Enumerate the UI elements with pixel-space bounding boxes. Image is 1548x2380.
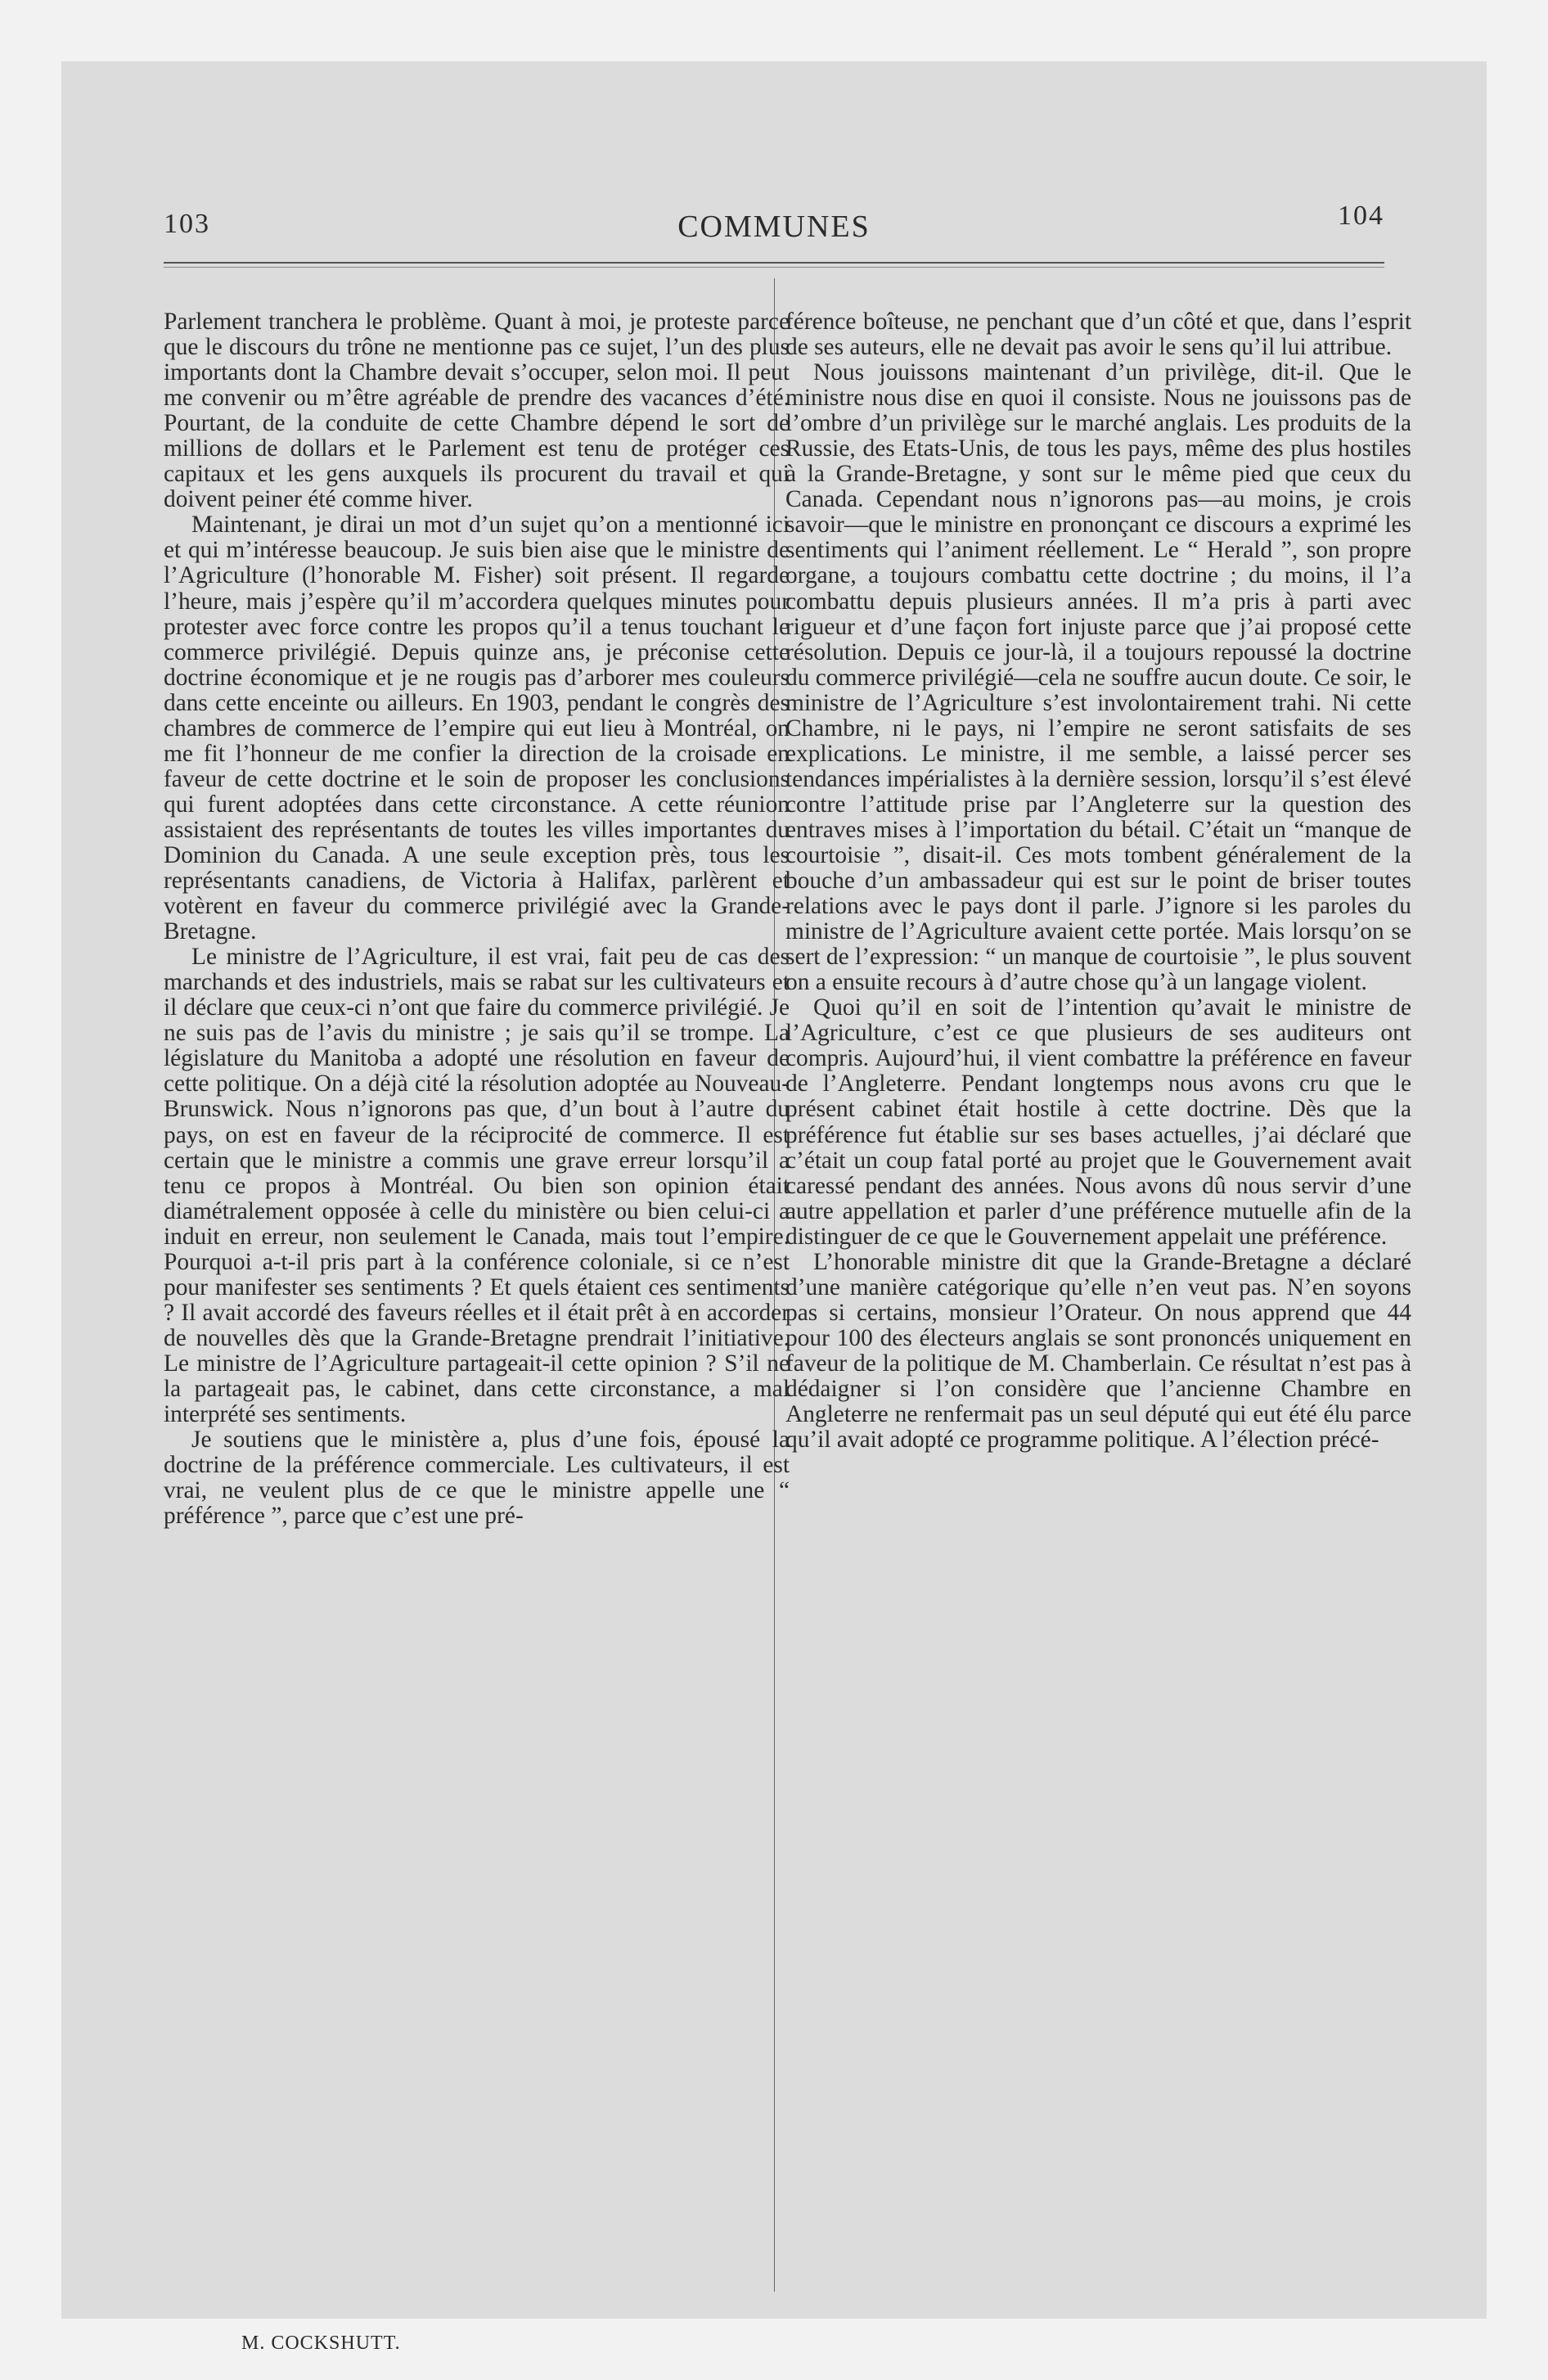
page-header <box>164 201 1384 258</box>
paragraph: Je soutiens que le ministère a, plus d’une fois, épousé la doctrine de la préférence commerciale. Les cultivateurs, il est vrai, ne veulent plus de ce que le ministre appelle une “ préférence ”, parce que c’est une pré- <box>164 1427 790 1530</box>
paragraph: Quoi qu’il en soit de l’intention qu’avait le ministre de l’Agriculture, c’est ce que plusieurs de ses auditeurs ont compris. Aujourd’hui, il vient combattre la préférence en faveur de l’Angleterre. Pendant longtemps nous avons cru que le présent cabinet était hostile à cette doctrine. Dès que la préférence fut établie sur ses bases actuelles, j’ai déclaré que c’était un coup fatal porté au projet que le Gouvernement avait caressé pendant des années. Nous avons dû nous servir d’une autre appellation et parler d’une préférence mutuelle afin de la distinguer de ce que le Gouvernement appelait une préférence. <box>785 994 1411 1250</box>
paragraph: L’honorable ministre dit que la Grande-Bretagne a déclaré d’une manière catégorique qu’elle n’en veut pas. N’en soyons pas si certains, monsieur l’Orateur. On nous apprend que 44 pour 100 des électeurs anglais se sont prononcés uniquement en faveur de la politique de M. Chamberlain. Ce résultat n’est pas à dédaigner si l’on considère que l’ancienne Chambre en Angleterre ne renfermait pas un seul député qui eut été élu parce qu’il avait adopté ce programme politique. A l’élection précé- <box>785 1248 1411 1454</box>
right-column <box>785 309 1411 1453</box>
paragraph: férence boîteuse, ne penchant que d’un côté et que, dans l’esprit de ses auteurs, elle ne devait pas avoir le sens qu’il lui attribue. <box>785 309 1411 361</box>
left-column <box>164 309 790 1529</box>
paragraph: Nous jouissons maintenant d’un privilège, dit-il. Que le ministre nous dise en quoi il consiste. Nous ne jouissons pas de l’ombre d’un privilège sur le marché anglais. Les produits de la Russie, des Etats-Unis, de tous les pays, même des plus hostiles à la Grande-Bretagne, y sont sur le même pied que ceux du Canada. Cependant nous n’ignorons pas—au moins, je crois savoir—que le ministre en prononçant ce discours a exprimé les sentiments qui l’animent réellement. Le “ Herald ”, son propre organe, a toujours combattu cette doctrine ; du moins, il l’a combattu depuis plusieurs années. Il m’a pris à parti avec rigueur et d’une façon fort injuste parce que j’ai proposé cette résolution. Depuis ce jour-là, il a toujours repoussé la doctrine du commerce privilégié—cela ne souffre aucun doute. Ce soir, le ministre de l’Agriculture s’est involontairement trahi. Ni cette Chambre, ni le pays, ni l’empire ne seront satisfaits de ses explications. Le ministre, il me semble, a laissé percer ses tendances impérialistes à la dernière session, lorsqu’il s’est élevé contre l’attitude prise par l’Angleterre sur la question des entraves mises à l’importation du bétail. C’était un “manque de courtoisie ”, disait-il. Ces mots tombent généralement de la bouche d’un ambassadeur qui est sur le point de briser toutes relations avec le pays dont il parle. J’ignore si les paroles du ministre de l’Agriculture avaient cette portée. Mais lorsqu’on se sert de l’expression: “ un manque de courtoisie ”, le plus souvent on a ensuite recours à d’autre chose qu’à un langage violent. <box>785 359 1411 996</box>
speaker-footer: M. COCKSHUTT. <box>241 2333 401 2354</box>
paragraph: Parlement tranchera le problème. Quant à moi, je proteste parce que le discours du trône ne mentionne pas ce sujet, l’un des plus importants dont la Chambre devait s’occuper, selon moi. Il peut me convenir ou m’être agréable de prendre des vacances d’été. Pourtant, de la conduite de cette Chambre dépend le sort de millions de dollars et le Parlement est tenu de protéger ces capitaux et les gens auxquels ils procurent du travail et qui doivent peiner été comme hiver. <box>164 309 790 513</box>
header-rule <box>164 262 1384 264</box>
running-head: COMMUNES <box>677 210 871 244</box>
header-rule-thin <box>164 267 1384 268</box>
paragraph: Le ministre de l’Agriculture, il est vrai, fait peu de cas des marchands et des industriels, mais se rabat sur les cultivateurs et il déclare que ceux-ci n’ont que faire du commerce privilégié. Je ne suis pas de l’avis du ministre ; je sais qu’il se trompe. La législature du Manitoba a adopté une résolution en faveur de cette politique. On a déjà cité la résolution adoptée au Nouveau-Brunswick. Nous n’ignorons pas que, d’un bout à l’autre du pays, on est en faveur de la réciprocité de commerce. Il est certain que le ministre a commis une grave erreur lorsqu’il a tenu ce propos à Montréal. Ou bien son opinion était diamétralement opposée à celle du ministère ou bien celui-ci a induit en erreur, non seulement le Canada, mais tout l’empire. Pourquoi a-t-il pris part à la conférence coloniale, si ce n’est pour manifester ses sentiments ? Et quels étaient ces sentiments ? Il avait accordé des faveurs réelles et il était prêt à en accorder de nouvelles dès que la Grande-Bretagne prendrait l’initiative. Le ministre de l’Agriculture partageait-il cette opinion ? S’il ne la partageait pas, le cabinet, dans cette circonstance, a mal interprété ses sentiments. <box>164 944 790 1428</box>
page-number-left: 103 <box>164 209 210 239</box>
page-number-right: 104 <box>1338 201 1384 231</box>
paragraph: Maintenant, je dirai un mot d’un sujet qu’on a mentionné ici et qui m’intéresse beaucoup. Je suis bien aise que le ministre de l’Agriculture (l’honorable M. Fisher) soit présent. Il regarde l’heure, mais j’espère qu’il m’accordera quelques minutes pour protester avec force contre les propos qu’il a tenus touchant le commerce privilégié. Depuis quinze ans, je préconise cette doctrine économique et je ne rougis pas d’arborer mes couleurs dans cette enceinte ou ailleurs. En 1903, pendant le congrès des chambres de commerce de l’empire qui eut lieu à Montréal, on me fit l’honneur de me confier la direction de la croisade en faveur de cette doctrine et le soin de proposer les conclusions qui furent adoptées dans cette circonstance. A cette réunion assistaient des représentants de toutes les villes importantes du Dominion du Canada. A une seule exception près, tous les représentants canadiens, de Victoria à Halifax, parlèrent et votèrent en faveur du commerce privilégié avec la Grande-Bretagne. <box>164 512 790 945</box>
